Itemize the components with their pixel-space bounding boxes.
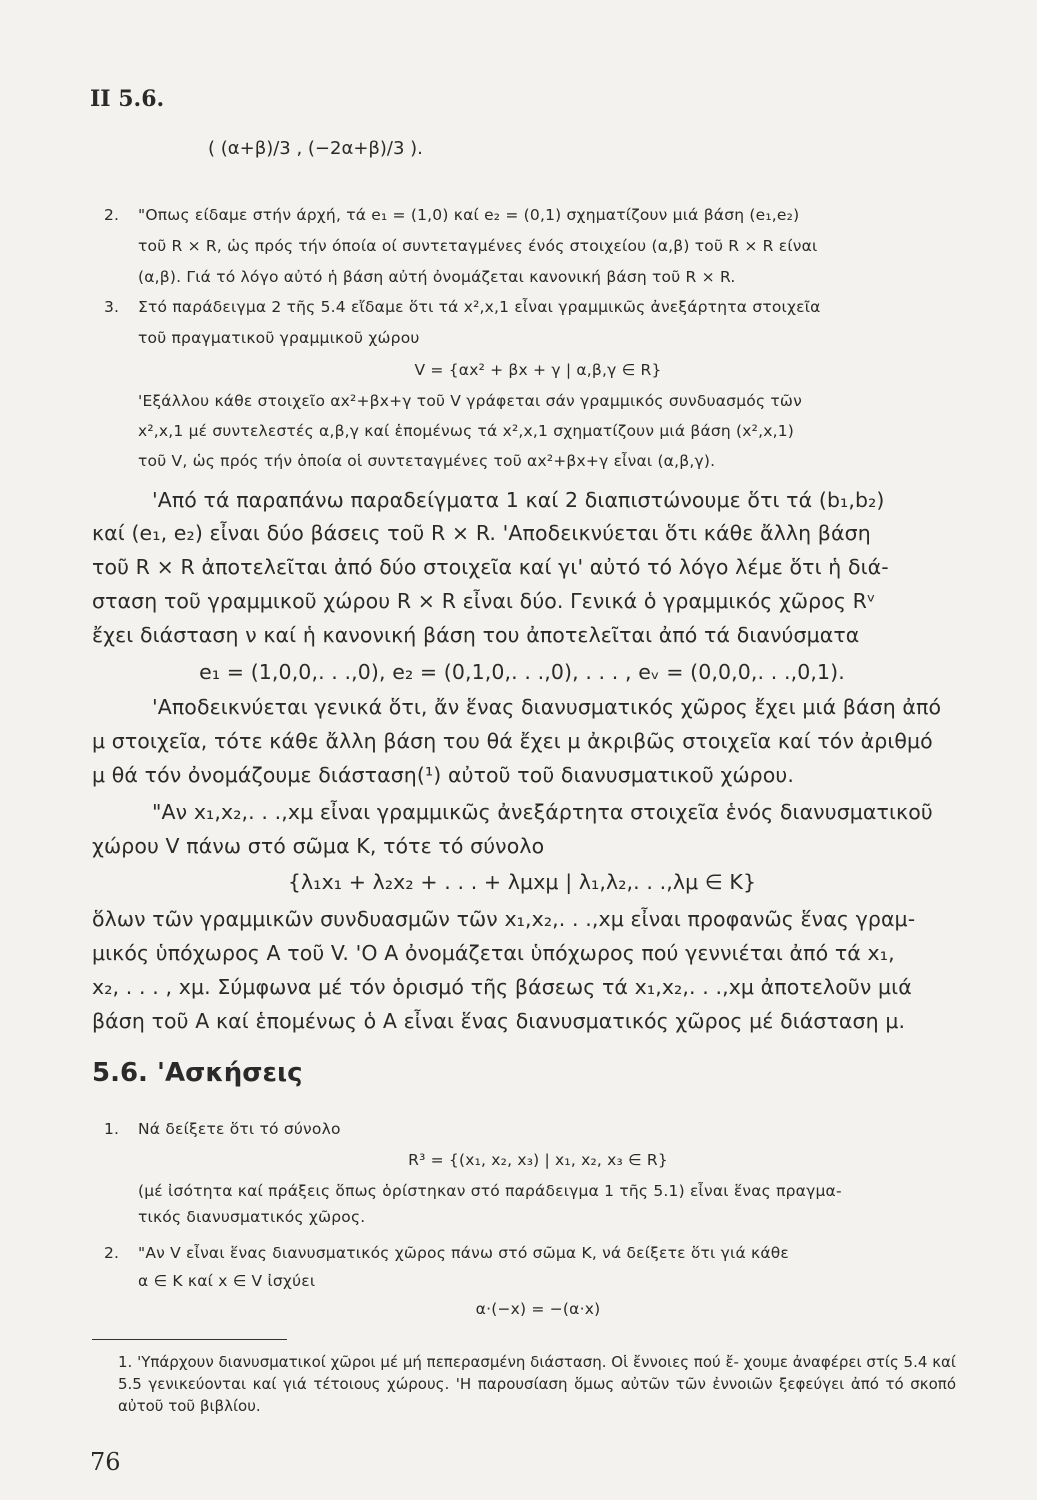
footnote: 1. 'Υπάρχουν διανυσματικοί χῶροι μέ μή πεπερασμένη διάσταση. Οἱ ἔννοιες πού ἔ- χουμε ἀναφέρει στίς 5.4 καί 5.5 γενικεύονται καί γιά τέτοιους χώρους. 'Η παρουσίαση ὅμως αὐτῶν τῶν ἐννοιῶν ξεφεύγει ἀπό τό σκοπό αὐτοῦ τοῦ βιβλίου. xyxy=(118,1353,956,1415)
span-set-equation: {λ₁x₁ + λ₂x₂ + . . . + λμxμ | λ₁,λ₂,. . .,λμ ∈ K} xyxy=(287,870,757,894)
exercise-line: Νά δείξετε ὅτι τό σύνολο xyxy=(138,1120,341,1138)
item-line: 'Εξάλλου κάθε στοιχεῖο αx²+βx+γ τοῦ V γράφεται σάν γραμμικός συνδυασμός τῶν xyxy=(138,392,802,410)
item-line: τοῦ V, ὡς πρός τήν ὁποία οἱ συντεταγμένες τοῦ αx²+βx+γ εἶναι (α,β,γ). xyxy=(138,452,716,470)
text-line: βάση τοῦ A καί ἑπομένως ὁ A εἶναι ἕνας διανυσματικός χῶρος μέ διάσταση μ. xyxy=(92,1009,906,1033)
text-line: καί (e₁, e₂) εἶναι δύο βάσεις τοῦ R × R. 'Αποδεικνύεται ὅτι κάθε ἄλλη βάση xyxy=(92,521,871,545)
text-line: μικός ὑπόχωρος A τοῦ V. 'Ο A ὀνομάζεται ὑπόχωρος πού γεννιέται ἀπό τά x₁, xyxy=(92,941,895,965)
exercise-line: α ∈ K καί x ∈ V ἰσχύει xyxy=(138,1272,316,1290)
item-number: 3. xyxy=(104,298,120,316)
running-header: II 5.6. xyxy=(90,86,165,112)
exercise-equation: α·(−x) = −(α·x) xyxy=(475,1300,601,1318)
text-line: ἔχει διάσταση ν καί ἡ κανονική βάση του ἀποτελεῖται ἀπό τά διανύσματα xyxy=(92,623,860,647)
text-line: τοῦ R × R ἀποτελεῖται ἀπό δύο στοιχεῖα καί γι' αὐτό τό λόγο λέμε ὅτι ἡ διά- xyxy=(92,555,889,579)
exercise-number: 1. xyxy=(104,1120,120,1138)
exercise-equation: R³ = {(x₁, x₂, x₃) | x₁, x₂, x₃ ∈ R} xyxy=(408,1151,668,1169)
standard-basis-equation: e₁ = (1,0,0,. . .,0), e₂ = (0,1,0,. . .,0), . . . , eᵥ = (0,0,0,. . .,0,1). xyxy=(199,660,845,684)
text-line: χώρου V πάνω στό σῶμα K, τότε τό σύνολο xyxy=(92,834,545,858)
exercise-number: 2. xyxy=(104,1244,120,1262)
item-line: x²,x,1 μέ συντελεστές α,β,γ καί ἑπομένως τά x²,x,1 σχηματίζουν μιά βάση (x²,x,1) xyxy=(138,422,795,440)
item-number: 2. xyxy=(104,206,120,224)
text-line: ὅλων τῶν γραμμικῶν συνδυασμῶν τῶν x₁,x₂,. . .,xμ εἶναι προφανῶς ἕνας γραμ- xyxy=(92,907,916,931)
text-line: 'Από τά παραπάνω παραδείγματα 1 καί 2 διαπιστώνουμε ὅτι τά (b₁,b₂) xyxy=(152,488,885,512)
item-line: (α,β). Γιά τό λόγο αὐτό ἡ βάση αὐτή ὀνομάζεται κανονική βάση τοῦ R × R. xyxy=(138,268,736,286)
item-line: Στό παράδειγμα 2 τῆς 5.4 εἴδαμε ὅτι τά x²,x,1 εἶναι γραμμικῶς ἀνεξάρτητα στοιχεῖα xyxy=(138,298,821,316)
item-line: τοῦ R × R, ὡς πρός τήν όποία οί συντεταγμένες ένός στοιχείου (α,β) τοῦ R × R είναι xyxy=(138,237,818,255)
section-title: 5.6. 'Ασκήσεις xyxy=(92,1058,303,1088)
text-line: 'Αποδεικνύεται γενικά ὅτι, ἄν ἕνας διανυσματικός χῶρος ἔχει μιά βάση ἀπό xyxy=(152,695,942,719)
item-line: τοῦ πραγματικοῦ γραμμικοῦ χώρου xyxy=(138,329,420,347)
text-line: "Αν x₁,x₂,. . .,xμ εἶναι γραμμικῶς ἀνεξάρτητα στοιχεῖα ἑνός διανυσματικοῦ xyxy=(152,800,933,824)
polynomial-space-equation: V = {αx² + βx + γ | α,β,γ ∈ R} xyxy=(414,361,662,379)
page-number: 76 xyxy=(90,1448,121,1476)
exercise-line: (μέ ἰσότητα καί πράξεις ὅπως ὁρίστηκαν στό παράδειγμα 1 τῆς 5.1) εἶναι ἕνας πραγμα- xyxy=(138,1182,842,1200)
text-line: x₂, . . . , xμ. Σύμφωνα μέ τόν ὁρισμό τῆς βάσεως τά x₁,x₂,. . .,xμ ἀποτελοῦν μιά xyxy=(92,975,912,999)
text-line: σταση τοῦ γραμμικοῦ χώρου R × R εἶναι δύο. Γενικά ὁ γραμμικός χῶρος Rᵛ xyxy=(92,589,876,613)
footnote-rule xyxy=(92,1339,287,1340)
text-line: μ στοιχεῖα, τότε κάθε ἄλλη βάση του θά ἔχει μ ἀκριβῶς στοιχεῖα καί τόν ἀριθμό xyxy=(92,729,933,753)
exercise-line: τικός διανυσματικός χῶρος. xyxy=(138,1208,366,1226)
item-line: "Οπως είδαμε στήν άρχή, τά e₁ = (1,0) καί e₂ = (0,1) σχηματίζουν μιά βάση (e₁,e₂) xyxy=(138,206,800,224)
coordinate-fraction: ( (α+β)/3 , (−2α+β)/3 ). xyxy=(208,138,423,159)
exercise-line: "Αν V εἶναι ἕνας διανυσματικός χῶρος πάνω στό σῶμα K, νά δείξετε ὅτι γιά κάθε xyxy=(138,1244,790,1262)
text-line: μ θά τόν ὀνομάζουμε διάσταση(¹) αὐτοῦ τοῦ διανυσματικοῦ χώρου. xyxy=(92,763,794,787)
